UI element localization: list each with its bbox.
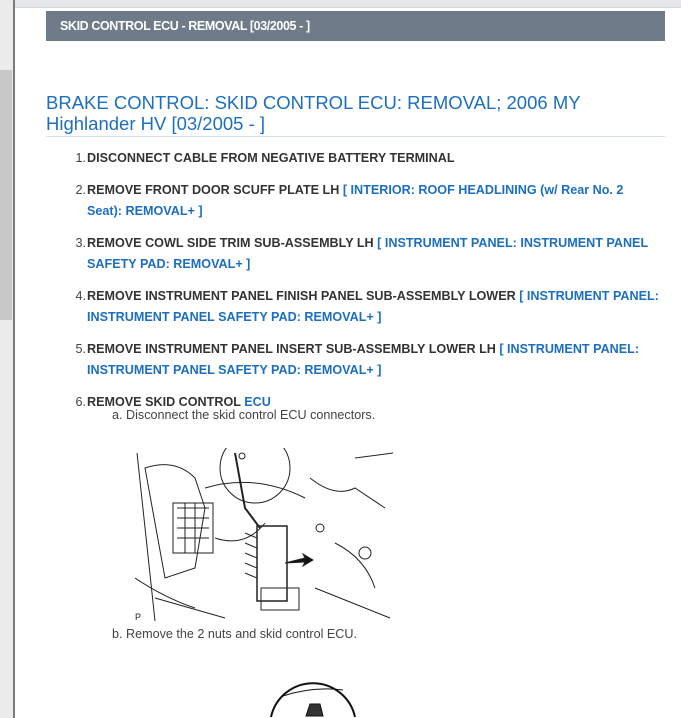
step-text: REMOVE INSTRUMENT PANEL INSERT SUB-ASSEMBLY LOWER LH [87,342,500,356]
pane-divider [13,0,15,718]
step-text: REMOVE INSTRUMENT PANEL FINISH PANEL SUB-ASSEMBLY LOWER [87,289,520,303]
step-link[interactable]: [ INTERIOR: ROOF HEADLINING (w/ Rear No. 2 Seat): REMOVAL+ ] [87,183,624,218]
step-text: REMOVE FRONT DOOR SCUFF PLATE LH [87,183,343,197]
left-pane [0,0,13,718]
ecu-connector-illustration [135,448,395,623]
step-link[interactable]: [ INSTRUMENT PANEL: INSTRUMENT PANEL SAFETY PAD: REMOVAL+ ] [87,236,648,271]
section-header: SKID CONTROL ECU - REMOVAL [03/2005 - ] [46,11,665,41]
scrollbar-thumb[interactable] [0,70,12,320]
page-title: BRAKE CONTROL: SKID CONTROL ECU: REMOVAL; 2006 MY Highlander HV [03/2005 - ] [46,92,665,137]
step-text: REMOVE SKID CONTROL [87,395,245,409]
procedure-steps [60,148,660,424]
step-6: 6. REMOVE SKID CONTROL ECU [75,395,271,409]
step-link[interactable]: [ INSTRUMENT PANEL: INSTRUMENT PANEL SAFETY PAD: REMOVAL+ ] [87,289,659,324]
step-1: 1. DISCONNECT CABLE FROM NEGATIVE BATTERY TERMINAL [75,151,455,165]
step-2: 2. REMOVE FRONT DOOR SCUFF PLATE LH [ INTERIOR: ROOF HEADLINING (w/ Rear No. 2 Seat): REMOVAL+ ] [75,183,624,218]
step-3: 3. REMOVE COWL SIDE TRIM SUB-ASSEMBLY LH [ INSTRUMENT PANEL: INSTRUMENT PANEL SAFETY PAD: REMOVAL+ ] [75,236,648,271]
step-4: 4. REMOVE INSTRUMENT PANEL FINISH PANEL SUB-ASSEMBLY LOWER [ INSTRUMENT PANEL: INSTRUMENT PANEL SAFETY PAD: REMOVAL+ ] [75,289,659,324]
illustration-label: P [135,612,142,622]
top-strip [0,0,681,8]
step-link[interactable]: ECU [244,395,271,409]
step-text: DISCONNECT CABLE FROM NEGATIVE BATTERY TERMINAL [87,151,455,165]
substep-b: b. Remove the 2 nuts and skid control ECU. [112,627,358,641]
step-5: 5. REMOVE INSTRUMENT PANEL INSERT SUB-ASSEMBLY LOWER LH [ INSTRUMENT PANEL: INSTRUMENT PANEL SAFETY PAD: REMOVAL+ ] [75,342,640,377]
step-text: REMOVE COWL SIDE TRIM SUB-ASSEMBLY LH [87,236,378,250]
nut-detail-illustration [268,668,358,718]
substep-a: a. Disconnect the skid control ECU connectors. [112,408,376,422]
step-link[interactable]: [ INSTRUMENT PANEL: INSTRUMENT PANEL SAFETY PAD: REMOVAL+ ] [87,342,640,377]
